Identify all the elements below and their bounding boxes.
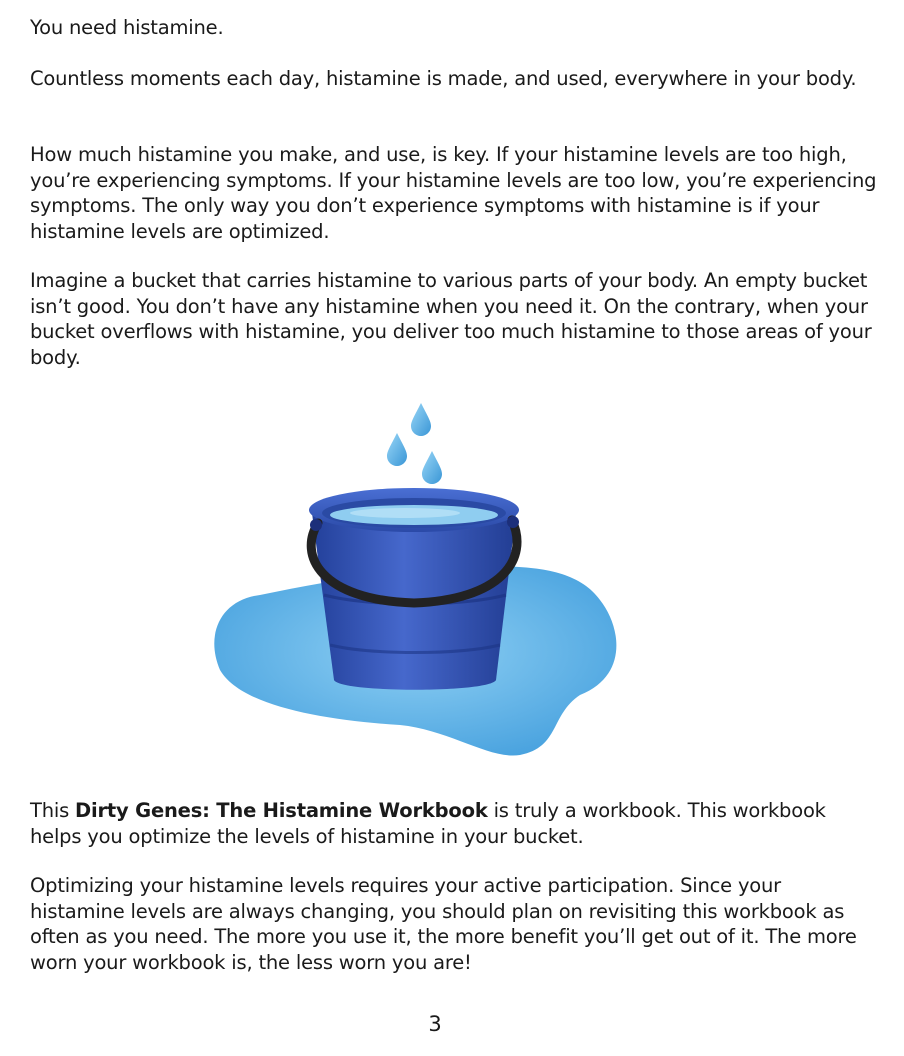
paragraph-intro: You need histamine. xyxy=(30,16,224,39)
water-drop xyxy=(411,403,431,436)
workbook-text-before: This xyxy=(30,799,76,822)
workbook-text-after: is truly a workbook. This workbook helps you optimize the levels of histamine in your bucket. xyxy=(30,799,826,848)
paragraph-countless-moments: Countless moments each day, histamine is made, and used, everywhere in your body. xyxy=(30,67,857,90)
page-number: 3 xyxy=(428,1012,442,1036)
paragraph-imagine-bucket: Imagine a bucket that carries histamine to various parts of your body. An empty bucket isn’t good. You don’t have any histamine when you need it. On the contrary, when your bucket overflows with histamine, you deliver too much histamine to those areas of your body. xyxy=(30,269,872,369)
paragraph-how-much: How much histamine you make, and use, is key. If your histamine levels are too high, you’re experiencing symptoms. If your histamine levels are too low, you’re experiencing symptoms. The only way you don’t experience symptoms with histamine is if your histamine levels are optimized. xyxy=(30,143,877,243)
water-drop xyxy=(422,451,442,484)
water-drop xyxy=(387,433,407,466)
paragraph-workbook xyxy=(30,798,880,849)
paragraph-optimizing: Optimizing your histamine levels requires your active participation. Since your histamine levels are always changing, you should plan on revisiting this workbook as often as you need. The more you use it, the more benefit you’ll get out of it. The more worn your workbook is, the less worn you are! xyxy=(30,874,857,974)
workbook-title: Dirty Genes: The Histamine Workbook xyxy=(75,799,488,822)
overflowing-bucket-icon xyxy=(200,395,630,770)
